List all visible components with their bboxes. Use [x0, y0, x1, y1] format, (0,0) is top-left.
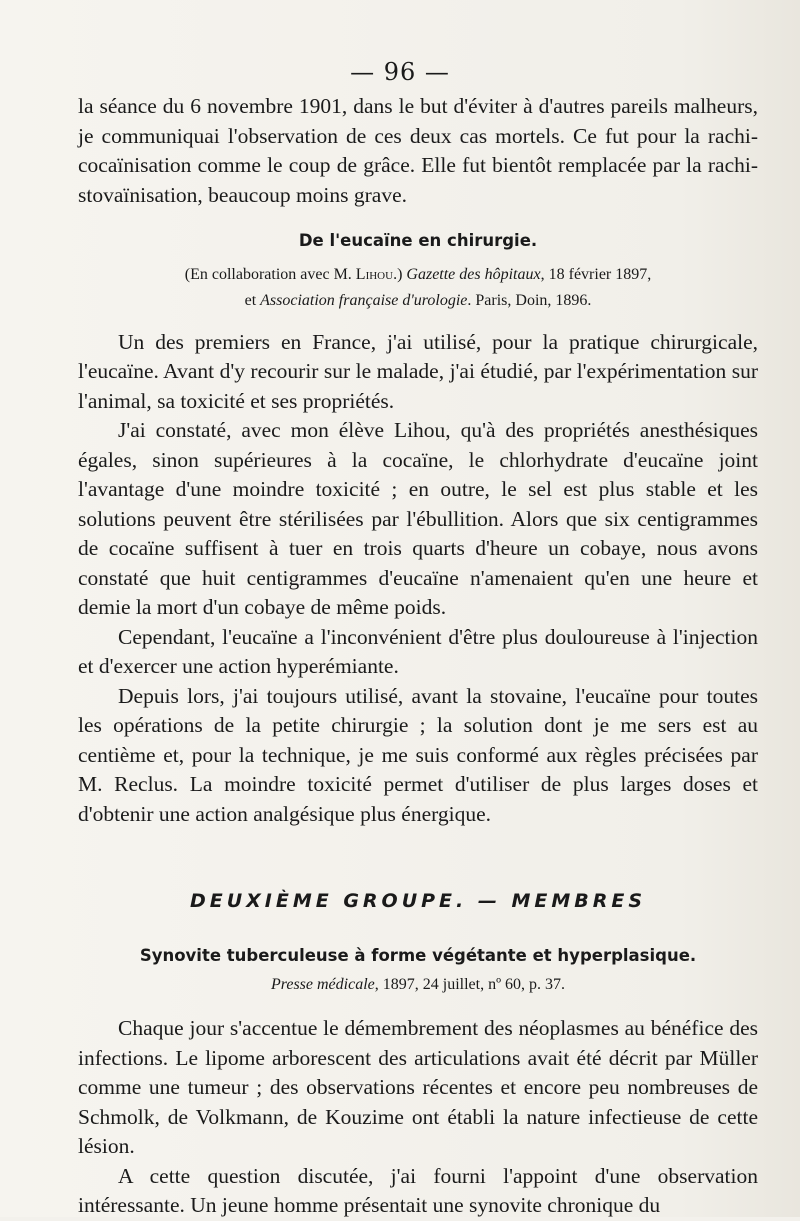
- group-heading: DEUXIÈME GROUPE. — MEMBRES: [189, 890, 647, 912]
- paragraph: A cette question discutée, j'ai fourni l'appoint d'une observation intéressante. Un jeune homme présentait une synovite chronique du: [78, 1163, 758, 1217]
- citation-journal: Presse médicale: [270, 976, 375, 993]
- citation-eucaine: [78, 262, 758, 314]
- page-number: — 96 —: [350, 58, 450, 86]
- citation-journal: Gazette des hôpitaux: [406, 265, 541, 283]
- citation-line2-prefix: et: [244, 291, 261, 309]
- paragraph: Cependant, l'eucaïne a l'inconvénient d'être plus douloureuse à l'injection et d'exercer une action hyperémiante.: [78, 624, 758, 678]
- paragraph: Un des premiers en France, j'ai utilisé, pour la pratique chirurgicale, l'eucaïne. Avant d'y recourir sur le malade, j'ai étudié, par l'expérimentation sur l'animal, sa toxicité et ses propriétés.: [78, 329, 758, 413]
- intro-paragraph: la séance du 6 novembre 1901, dans le but d'éviter à d'autres pareils malheurs, je communiquai l'observation de ces deux cas mortels. Ce fut pour la rachi-cocaïnisation comme le coup de grâce. Elle fut bientôt remplacée par la rachi-stovaïnisation, beaucoup moins grave.: [78, 94, 758, 207]
- citation-mid: .): [393, 265, 407, 283]
- paragraph: J'ai constaté, avec mon élève Lihou, qu'à des propriétés anesthésiques égales, sinon supérieures à la cocaïne, le chlorhydrate d'eucaïne joint l'avantage d'une moindre toxicité ; en outre, le sel est plus stable et les solutions peuvent être stérilisées par l'ébullition. Alors que six centigrammes de cocaïne suffisent à tuer en trois quarts d'heure un cobaye, nous avons constaté que huit centigrammes d'eucaïne n'amenaient qu'en une heure et demie la mort d'un cobaye de même poids.: [78, 418, 758, 619]
- citation-synovite: [78, 972, 758, 998]
- citation-association: Association française d'urologie: [260, 291, 468, 309]
- section-title-eucaine: De l'eucaïne en chirurgie.: [298, 231, 538, 250]
- page-content: [78, 92, 758, 1221]
- section-title-synovite: Synovite tuberculeuse à forme végétante et hyperplasique.: [139, 945, 697, 965]
- citation-prefix: (En collaboration avec M.: [184, 265, 356, 283]
- citation-line2-suffix: . Paris, Doin, 1896.: [467, 291, 592, 309]
- citation-suffix: , 18 février 1897,: [540, 265, 652, 283]
- citation-author: Lihou: [355, 265, 394, 283]
- paragraph: Chaque jour s'accentue le démembrement des néoplasmes au bénéfice des infections. Le lipome arborescent des articulations avait été décrit par Müller comme une tumeur ; des observations récentes et encore peu nombreuses de Schmolk, de Volkmann, de Kouzime ont établi la nature infectieuse de cette lésion.: [78, 1016, 758, 1158]
- citation-rest: , 1897, 24 juillet, nº 60, p. 37.: [374, 976, 566, 993]
- paragraph: Depuis lors, j'ai toujours utilisé, avant la stovaine, l'eucaïne pour toutes les opérations de la petite chirurgie ; la solution dont je me sers est au centième et, pour la technique, je me suis conformé aux règles précisées par M. Reclus. La moindre toxicité permet d'utiliser de plus larges doses et d'obtenir une action analgésique plus énergique.: [78, 683, 758, 826]
